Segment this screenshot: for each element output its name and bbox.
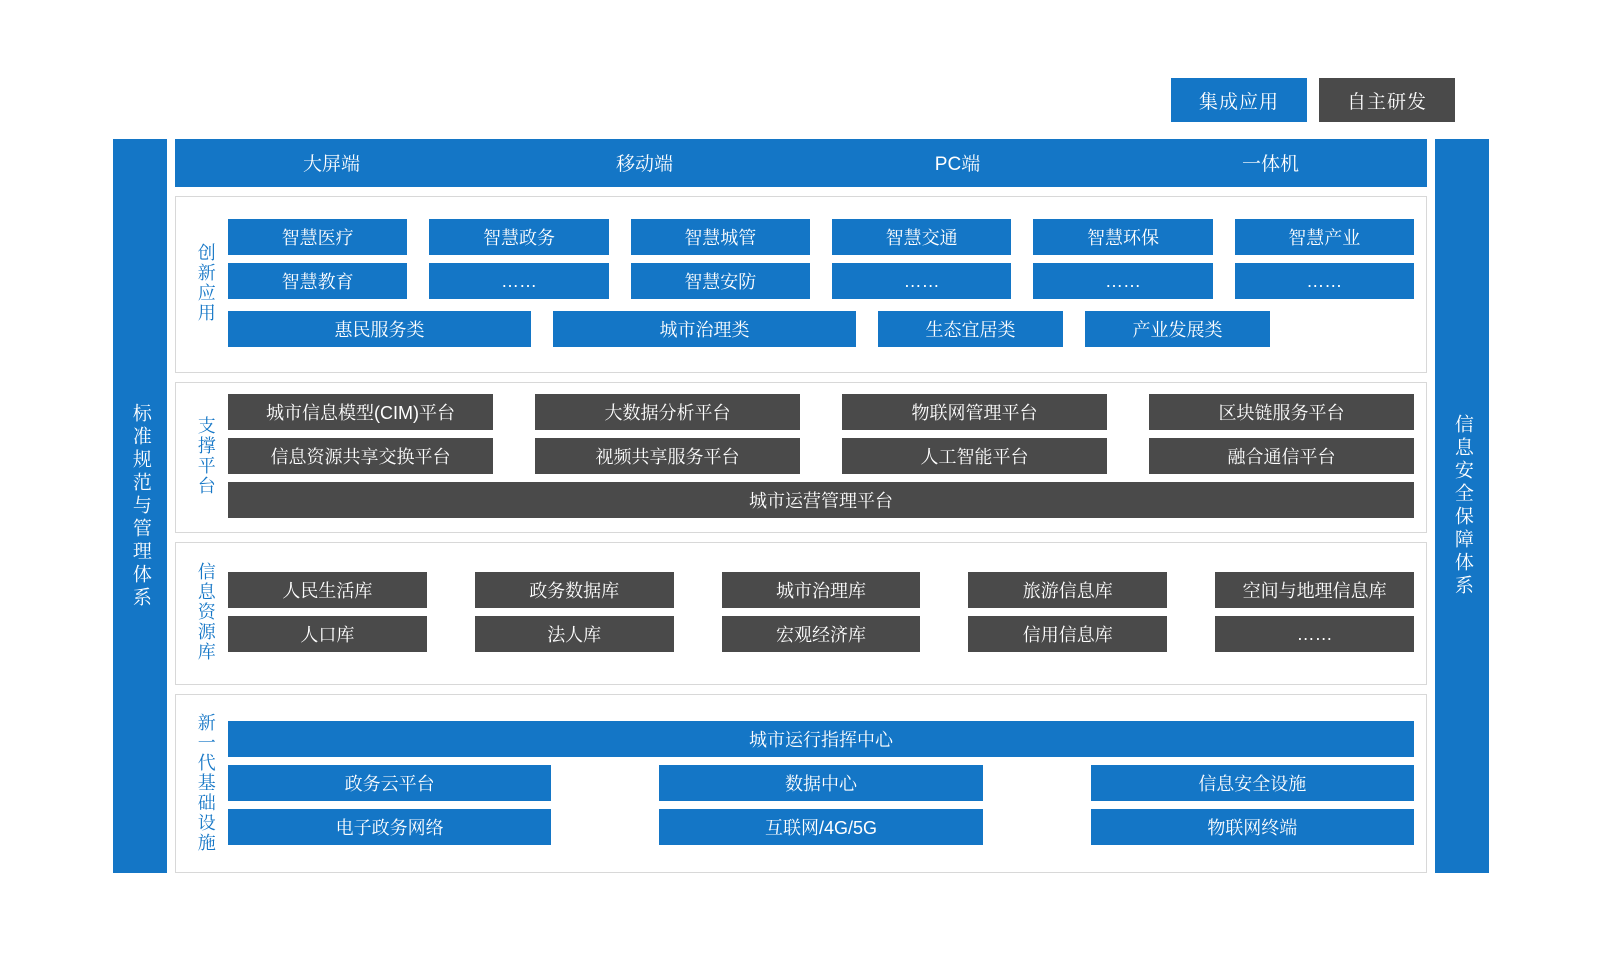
terminal-bar [175, 139, 1427, 187]
db-tourism-info: 旅游信息库 [968, 572, 1167, 608]
layer-label-support-text: 支撑平台 [195, 416, 216, 497]
db-city-governance: 城市治理库 [722, 572, 921, 608]
layer-label-infrastructure-text: 新一代基础设施 [195, 712, 216, 853]
db-macro-economy: 宏观经济库 [722, 616, 921, 652]
resource-row-1 [228, 572, 1414, 608]
layer-label-innovation-text: 创新应用 [195, 243, 216, 324]
infra-egov-network: 电子政务网络 [228, 809, 551, 845]
infra-city-command-center: 城市运行指挥中心 [228, 721, 1414, 757]
architecture-frame [113, 139, 1489, 873]
infra-security-facility: 信息安全设施 [1091, 765, 1414, 801]
db-spatial-geographic: 空间与地理信息库 [1215, 572, 1414, 608]
platform-iot-management: 物联网管理平台 [842, 394, 1107, 430]
resource-row-2 [228, 616, 1414, 652]
infra-government-cloud: 政务云平台 [228, 765, 551, 801]
infra-iot-terminal: 物联网终端 [1091, 809, 1414, 845]
app-smart-education: 智慧教育 [228, 263, 407, 299]
layer-body-innovation [228, 207, 1414, 360]
layer-support-platform [175, 382, 1427, 533]
app-smart-transport: 智慧交通 [832, 219, 1011, 255]
innovation-row-3 [228, 311, 1414, 347]
layer-information-resource [175, 542, 1427, 685]
platform-ai: 人工智能平台 [842, 438, 1107, 474]
infrastructure-row-3 [228, 809, 1414, 845]
innovation-row-2 [228, 263, 1414, 299]
support-row-2 [228, 438, 1414, 474]
app-more-2: …… [832, 263, 1011, 299]
category-public-service: 惠民服务类 [228, 311, 531, 347]
layer-body-resource [228, 553, 1414, 672]
app-smart-government: 智慧政务 [429, 219, 608, 255]
db-people-life: 人民生活库 [228, 572, 427, 608]
platform-info-exchange: 信息资源共享交换平台 [228, 438, 493, 474]
infra-internet-4g-5g: 互联网/4G/5G [659, 809, 982, 845]
platform-bigdata: 大数据分析平台 [535, 394, 800, 430]
infra-data-center: 数据中心 [659, 765, 982, 801]
layer-innovation-application [175, 196, 1427, 373]
legend [1171, 78, 1455, 122]
layer-label-infrastructure [182, 705, 228, 860]
innovation-row-1 [228, 219, 1414, 255]
db-government-data: 政务数据库 [475, 572, 674, 608]
app-more-3: …… [1033, 263, 1212, 299]
legend-item-integrated [1171, 78, 1307, 122]
right-band-label: 信息安全保障体系 [1451, 414, 1473, 598]
db-legal-entity: 法人库 [475, 616, 674, 652]
terminal-allinone: 一体机 [1241, 154, 1299, 176]
legend-label-selfdeveloped: 自主研发 [1346, 91, 1427, 113]
platform-cim: 城市信息模型(CIM)平台 [228, 394, 493, 430]
layer-label-resource [182, 553, 228, 672]
legend-label-integrated: 集成应用 [1198, 91, 1279, 113]
app-smart-industry: 智慧产业 [1235, 219, 1414, 255]
platform-video-sharing: 视频共享服务平台 [535, 438, 800, 474]
support-row-3 [228, 482, 1414, 518]
category-eco-livable: 生态宜居类 [878, 311, 1063, 347]
terminal-pc: PC端 [934, 154, 981, 176]
legend-item-selfdeveloped [1319, 78, 1455, 122]
layer-label-support [182, 393, 228, 520]
left-band-standards [113, 139, 167, 873]
app-smart-city-management: 智慧城管 [631, 219, 810, 255]
left-band-label: 标准规范与管理体系 [129, 402, 151, 610]
infrastructure-row-1 [228, 721, 1414, 757]
layer-body-infrastructure [228, 705, 1414, 860]
app-smart-medical: 智慧医疗 [228, 219, 407, 255]
app-smart-security: 智慧安防 [631, 263, 810, 299]
db-population: 人口库 [228, 616, 427, 652]
category-city-governance: 城市治理类 [553, 311, 856, 347]
support-row-1 [228, 394, 1414, 430]
architecture-layers [175, 139, 1427, 873]
layer-label-resource-text: 信息资源库 [195, 562, 216, 663]
category-industry-development: 产业发展类 [1085, 311, 1270, 347]
terminal-bigscreen: 大屏端 [302, 154, 360, 176]
app-smart-environment: 智慧环保 [1033, 219, 1212, 255]
infrastructure-row-2 [228, 765, 1414, 801]
app-more-1: …… [429, 263, 608, 299]
layer-infrastructure [175, 694, 1427, 873]
layer-label-innovation [182, 207, 228, 360]
right-band-security [1435, 139, 1489, 873]
app-more-4: …… [1235, 263, 1414, 299]
db-credit-info: 信用信息库 [968, 616, 1167, 652]
platform-converged-communication: 融合通信平台 [1149, 438, 1414, 474]
terminal-mobile: 移动端 [615, 154, 673, 176]
platform-city-operation-management: 城市运营管理平台 [228, 482, 1414, 518]
platform-blockchain: 区块链服务平台 [1149, 394, 1414, 430]
db-more: …… [1215, 616, 1414, 652]
layer-body-support [228, 393, 1414, 520]
